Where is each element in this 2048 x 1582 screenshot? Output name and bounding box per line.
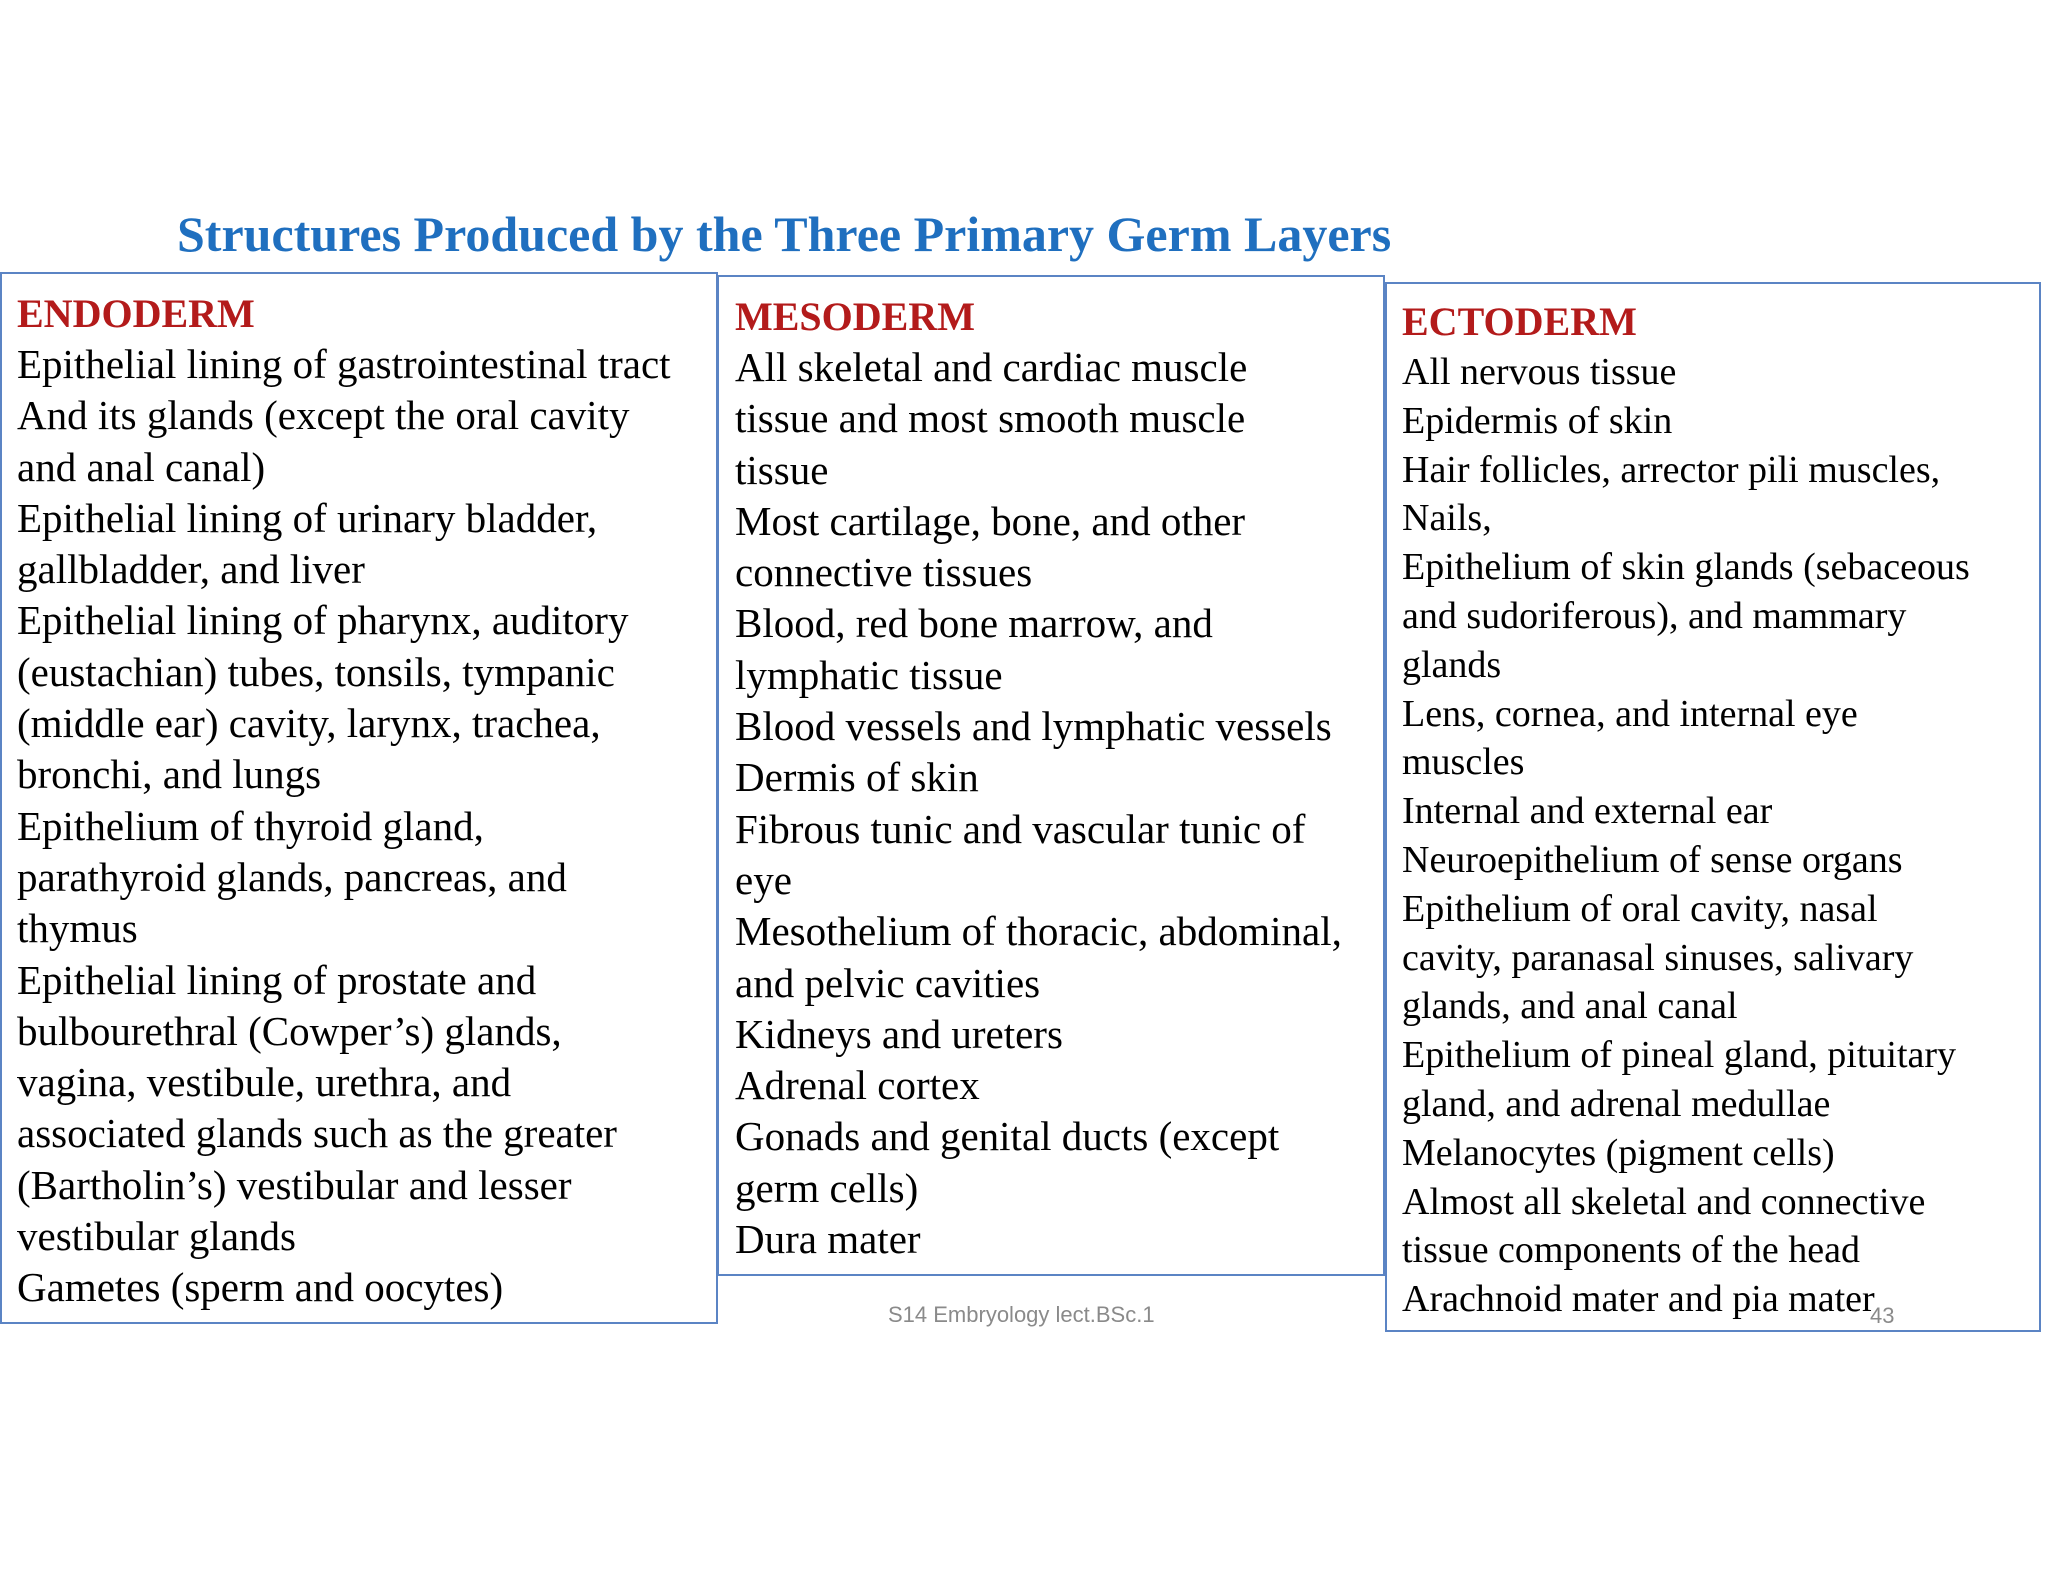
list-item: (Bartholin’s) vestibular and lesser xyxy=(17,1161,572,1208)
list-item: Melanocytes (pigment cells) xyxy=(1402,1131,1835,1174)
list-item: tissue components of the head xyxy=(1402,1229,1861,1272)
list-item: (middle ear) cavity, larynx, trachea, xyxy=(17,700,601,747)
list-item: Blood vessels and lymphatic vessels xyxy=(735,703,1332,750)
list-item: and pelvic cavities xyxy=(735,959,1041,1006)
list-item: Most cartilage, bone, and other xyxy=(735,497,1246,544)
list-item: Epithelium of skin glands (sebaceous xyxy=(1402,546,1970,589)
ectoderm-panel xyxy=(1385,282,2041,1332)
list-item: All nervous tissue xyxy=(1402,351,1677,393)
ectoderm-list xyxy=(1402,348,2039,1324)
list-item: (eustachian) tubes, tonsils, tympanic xyxy=(17,648,615,695)
list-item: and sudoriferous), and mammary xyxy=(1402,594,1907,637)
list-item: Lens, cornea, and internal eye xyxy=(1402,692,1858,735)
list-item: Epithelial lining of pharynx, auditory xyxy=(17,597,629,644)
endoderm-heading: ENDODERM xyxy=(17,291,255,336)
list-item: gland, and adrenal medullae xyxy=(1402,1082,1831,1125)
list-item: vestibular glands xyxy=(17,1213,296,1260)
list-item: Epithelial lining of urinary bladder, xyxy=(17,494,598,541)
page-number: 43 xyxy=(1870,1303,1895,1328)
list-item: And its glands (except the oral cavity xyxy=(17,392,630,439)
list-item: Hair follicles, arrector pili muscles, xyxy=(1402,448,1941,491)
ectoderm-heading: ECTODERM xyxy=(1402,299,1637,344)
list-item: Blood, red bone marrow, and xyxy=(735,600,1213,647)
list-item: Fibrous tunic and vascular tunic of xyxy=(735,805,1306,852)
list-item: Dermis of skin xyxy=(735,754,979,801)
list-item: gallbladder, and liver xyxy=(17,546,365,593)
list-item: Gametes (sperm and oocytes) xyxy=(17,1264,504,1311)
list-item: tissue and most smooth muscle xyxy=(735,395,1246,442)
list-item: Mesothelium of thoracic, abdominal, xyxy=(735,908,1342,955)
slide-title: Structures Produced by the Three Primary Germ Layers xyxy=(177,206,1392,262)
list-item: and anal canal) xyxy=(17,443,266,490)
endoderm-panel xyxy=(0,272,718,1324)
list-item: Epithelial lining of gastrointestinal tract xyxy=(17,341,671,387)
list-item: cavity, paranasal sinuses, salivary xyxy=(1402,936,1914,979)
endoderm-list xyxy=(17,339,716,1314)
mesoderm-list xyxy=(735,342,1383,1265)
list-item: parathyroid glands, pancreas, and xyxy=(17,853,567,900)
list-item: bronchi, and lungs xyxy=(17,751,322,798)
list-item: connective tissues xyxy=(735,549,1033,596)
slide-footer: S14 Embryology lect.BSc.1 xyxy=(888,1302,1155,1327)
list-item: All skeletal and cardiac muscle xyxy=(735,344,1248,390)
list-item: Epithelium of oral cavity, nasal xyxy=(1402,887,1878,930)
list-item: germ cells) xyxy=(735,1164,919,1211)
list-item: Epithelial lining of prostate and xyxy=(17,956,537,1003)
list-item: Adrenal cortex xyxy=(735,1062,980,1109)
list-item: Epithelium of pineal gland, pituitary xyxy=(1402,1034,1957,1077)
list-item: Internal and external ear xyxy=(1402,790,1773,833)
list-item: Nails, xyxy=(1402,497,1492,540)
list-item: lymphatic tissue xyxy=(735,651,1003,698)
list-item: Neuroepithelium of sense organs xyxy=(1402,838,1903,881)
list-item: tissue xyxy=(735,446,829,493)
mesoderm-panel xyxy=(717,275,1385,1276)
list-item: eye xyxy=(735,856,792,903)
list-item: Epithelium of thyroid gland, xyxy=(17,802,484,849)
list-item: Epidermis of skin xyxy=(1402,399,1673,442)
list-item: muscles xyxy=(1402,741,1525,784)
list-item: Dura mater xyxy=(735,1216,921,1263)
list-item: bulbourethral (Cowper’s) glands, xyxy=(17,1007,562,1054)
list-item: Gonads and genital ducts (except xyxy=(735,1113,1280,1160)
mesoderm-heading: MESODERM xyxy=(735,294,975,339)
list-item: glands xyxy=(1402,643,1502,686)
list-item: Kidneys and ureters xyxy=(735,1010,1063,1057)
list-item: Arachnoid mater and pia mater xyxy=(1402,1278,1875,1321)
list-item: associated glands such as the greater xyxy=(17,1110,617,1157)
list-item: Almost all skeletal and connective xyxy=(1402,1180,1926,1223)
list-item: vagina, vestibule, urethra, and xyxy=(17,1059,512,1106)
list-item: glands, and anal canal xyxy=(1402,985,1738,1028)
list-item: thymus xyxy=(17,905,138,952)
